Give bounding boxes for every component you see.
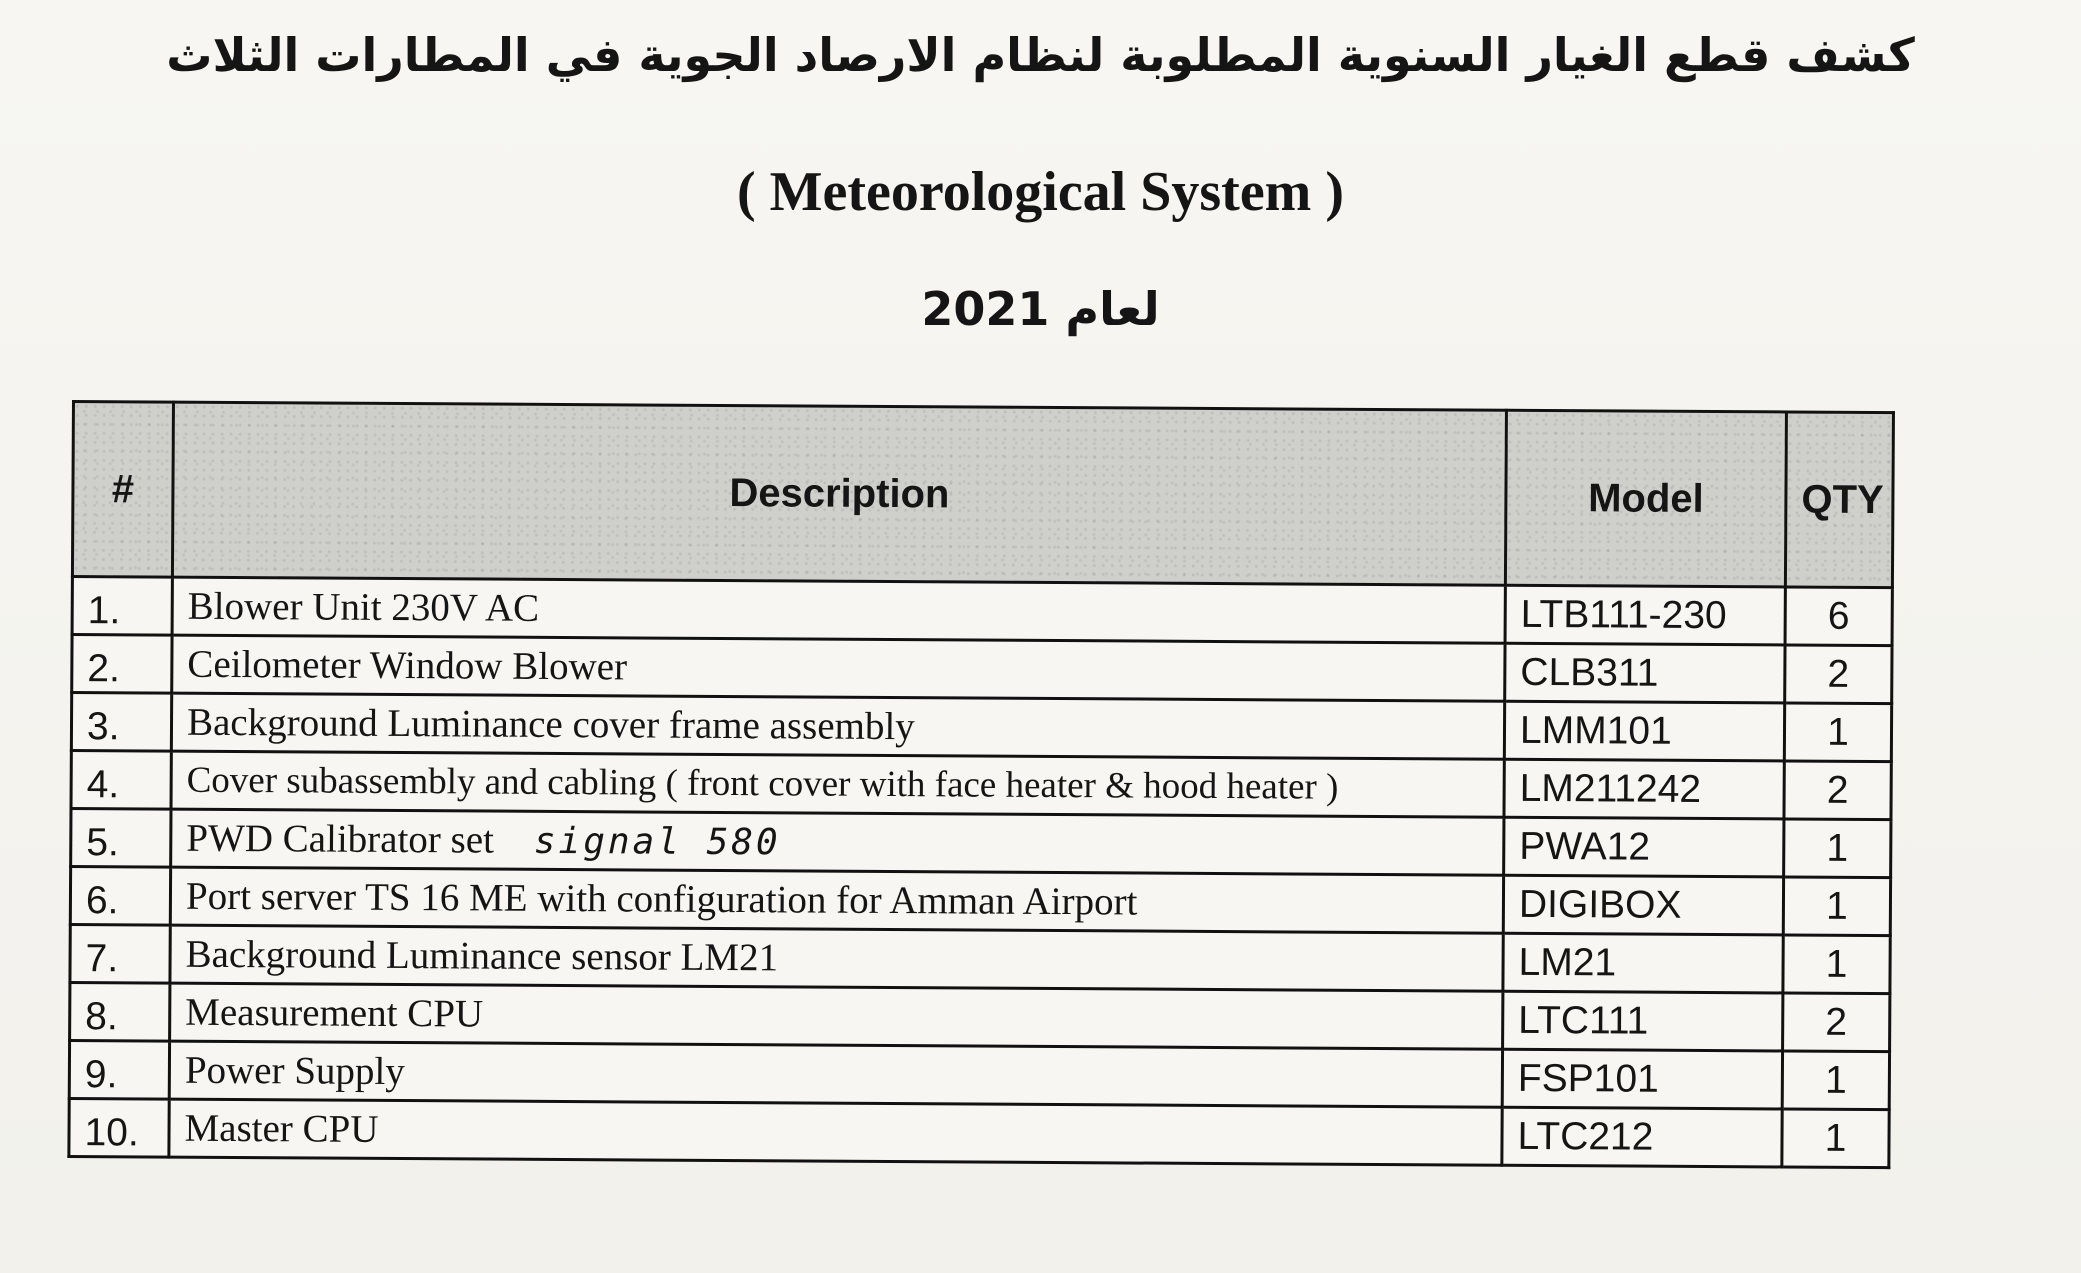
row-description: Master CPU [169, 1099, 1502, 1165]
row-description: Port server TS 16 ME with configuration for Amman Airport [170, 867, 1503, 933]
row-model: LM211242 [1504, 759, 1784, 819]
column-header-model: Model [1505, 410, 1786, 587]
column-header-number: # [72, 402, 173, 578]
row-number: 2. [72, 635, 172, 694]
row-number: 4. [71, 751, 171, 810]
row-description: Background Luminance sensor LM21 [170, 925, 1503, 991]
row-number: 10. [69, 1098, 169, 1157]
row-description: Measurement CPU [170, 983, 1503, 1049]
row-model: CLB311 [1505, 643, 1785, 703]
row-qty: 1 [1783, 877, 1890, 936]
row-description: Ceilometer Window Blower [172, 635, 1505, 701]
row-number: 8. [70, 982, 170, 1041]
row-qty: 1 [1782, 1109, 1889, 1168]
table-header-row [72, 402, 1893, 588]
year-title: لعام 2021 [921, 282, 1160, 336]
row-qty: 1 [1784, 819, 1891, 878]
row-qty: 2 [1783, 993, 1890, 1052]
row-model: FSP101 [1502, 1049, 1782, 1109]
row-number: 9. [69, 1040, 169, 1099]
row-model: DIGIBOX [1503, 875, 1783, 935]
row-qty: 6 [1785, 587, 1892, 646]
row-number: 7. [70, 924, 170, 983]
column-header-description: Description [172, 402, 1506, 585]
row-model: LTB111-230 [1505, 585, 1785, 645]
row-description: Cover subassembly and cabling ( front cover with face heater & hood heater ) [171, 751, 1504, 817]
row-model: LTC111 [1503, 991, 1783, 1051]
row-model: LMM101 [1504, 701, 1784, 761]
row-number: 3. [71, 693, 171, 752]
english-title: ( Meteorological System ) [737, 161, 1344, 223]
row-qty: 1 [1783, 935, 1890, 994]
row-description: Power Supply [169, 1041, 1502, 1107]
arabic-title: كشف قطع الغيار السنوية المطلوبة لنظام الارصاد الجوية في المطارات الثلاث [166, 28, 1915, 82]
spare-parts-table [67, 400, 1895, 1169]
row-qty: 1 [1782, 1051, 1889, 1110]
row-number: 6. [70, 867, 170, 926]
table-row [69, 1098, 1889, 1167]
row-number: 5. [71, 809, 171, 868]
row-qty: 1 [1784, 703, 1891, 762]
row-description: Blower Unit 230V AC [172, 577, 1505, 643]
row-description [171, 809, 1504, 875]
row-qty: 2 [1784, 761, 1891, 820]
row-model: LM21 [1503, 933, 1783, 993]
row-number: 1. [72, 577, 172, 636]
row-model: PWA12 [1504, 817, 1784, 877]
row-description-text: PWD Calibrator set [186, 816, 495, 862]
column-header-qty: QTY [1785, 412, 1893, 588]
row-description: Background Luminance cover frame assembly [171, 693, 1504, 759]
row-model: LTC212 [1502, 1107, 1782, 1167]
row-qty: 2 [1785, 645, 1892, 704]
handwritten-note: signal 580 [533, 820, 781, 864]
